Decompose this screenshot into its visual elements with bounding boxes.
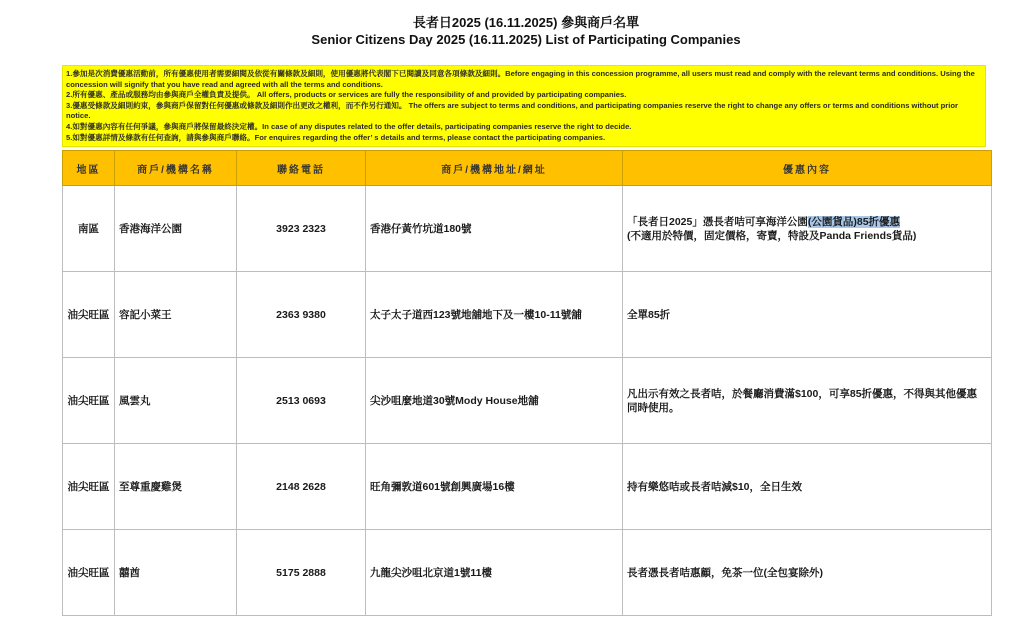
title-english: Senior Citizens Day 2025 (16.11.2025) List of Participating Companies — [311, 32, 741, 47]
column-header-offer: 優惠內容 — [623, 151, 992, 186]
cell-address: 旺角彌敦道601號創興廣場16樓 — [366, 444, 623, 530]
table-row — [63, 444, 992, 530]
cell-offer: 凡出示有效之長者咭，於餐廳消費滿$100，可享85折優惠，不得與其他優惠同時使用。 — [623, 358, 992, 444]
cell-offer: 持有樂悠咭或長者咭減$10，全日生效 — [623, 444, 992, 530]
cell-region: 油尖旺區 — [63, 444, 115, 530]
cell-phone: 5175 2888 — [237, 530, 366, 616]
table-row — [63, 186, 992, 272]
cell-address: 香港仔黃竹坑道180號 — [366, 186, 623, 272]
cell-region: 油尖旺區 — [63, 358, 115, 444]
notice-item-2: 2.所有優惠、產品或服務均由參與商戶全權負責及提供。 All offers, products or services are fully the responsibility of and provided by participating companies. — [66, 90, 627, 100]
notice-item-1: 1.參加是次消費優惠活動前，所有優惠使用者需要細閱及依從有關條款及細則，使用優惠將代表閣下已閱讀及同意各項條款及細則。Before engaging in this concession programme, all users must read and comply with the relevant terms and conditions. Using the concession will signify that you have read and agreed with all the terms and conditions. — [66, 69, 975, 89]
cell-region: 油尖旺區 — [63, 272, 115, 358]
cell-company-name: 香港海洋公園 — [115, 186, 237, 272]
document-title — [0, 14, 1024, 48]
cell-region: 南區 — [63, 186, 115, 272]
offer-exclusions: (不適用於特價，固定價格，寄賣，特設及Panda Friends貨品) — [627, 229, 917, 242]
participating-companies-table — [62, 150, 992, 616]
cell-phone: 2148 2628 — [237, 444, 366, 530]
column-header-company-name: 商戶/機構名稱 — [115, 151, 237, 186]
cell-address: 尖沙咀麼地道30號Mody House地舖 — [366, 358, 623, 444]
cell-company-name: 容記小菜王 — [115, 272, 237, 358]
cell-phone: 3923 2323 — [237, 186, 366, 272]
cell-company-name: 風雲丸 — [115, 358, 237, 444]
column-header-phone: 聯絡電話 — [237, 151, 366, 186]
cell-address: 太子太子道西123號地舖地下及一樓10-11號舖 — [366, 272, 623, 358]
terms-notice-box — [62, 65, 986, 147]
selected-text-highlight[interactable]: (公園貨品)85折優惠 — [807, 215, 901, 228]
cell-phone: 2363 9380 — [237, 272, 366, 358]
column-header-region: 地區 — [63, 151, 115, 186]
cell-phone: 2513 0693 — [237, 358, 366, 444]
cell-company-name: 至尊重慶雞煲 — [115, 444, 237, 530]
offer-text: 「長者日2025」憑長者咭可享海洋公園 — [627, 215, 808, 228]
cell-region: 油尖旺區 — [63, 530, 115, 616]
title-chinese: 長者日2025 (16.11.2025) 參與商戶名單 — [412, 15, 640, 30]
cell-address: 九龍尖沙咀北京道1號11樓 — [366, 530, 623, 616]
notice-item-5: 5.如對優惠詳情及條款有任何查詢，請與參與商戶聯絡。For enquires regarding the offer’ s details and terms, please contact the participating companies. — [66, 132, 606, 142]
notice-item-4: 4.如對優惠內容有任何爭議，參與商戶將保留最終決定權。In case of any disputes related to the offer details, participating companies reserve the right to decide. — [66, 121, 632, 131]
cell-offer — [623, 186, 992, 272]
cell-offer: 全單85折 — [623, 272, 992, 358]
cell-offer: 長者憑長者咭惠顧，免茶一位(全包宴除外) — [623, 530, 992, 616]
column-header-address: 商戶/機構地址/網址 — [366, 151, 623, 186]
cell-company-name: 囍酋 — [115, 530, 237, 616]
table-row — [63, 358, 992, 444]
table-row — [63, 272, 992, 358]
table-row — [63, 530, 992, 616]
table-header-row — [63, 151, 992, 186]
notice-item-3: 3.優惠受條款及細則約束，參與商戶保留對任何優惠或條款及細則作出更改之權利，而不作另行通知。 The offers are subject to terms and conditions, and participating companies reserve the right to change any offers or terms and conditions without prior notice. — [66, 100, 958, 121]
